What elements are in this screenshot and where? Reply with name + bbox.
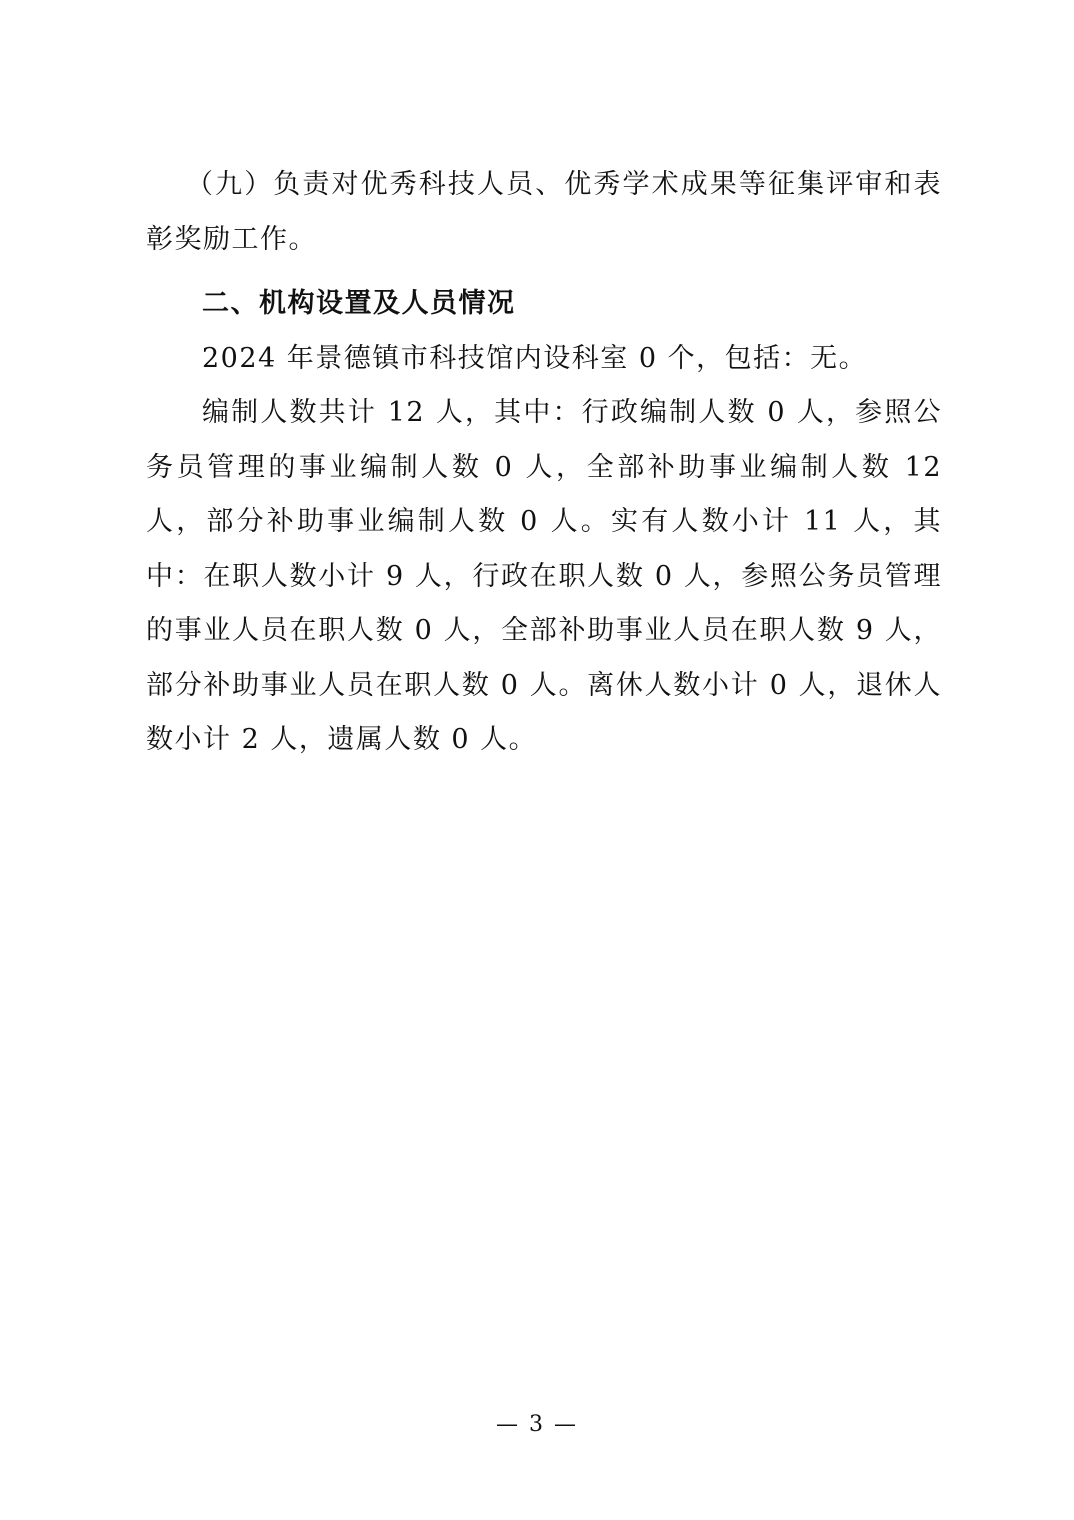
page-number: — 3 — [496, 1412, 578, 1437]
paragraph-duty-nine: （九）负责对优秀科技人员、优秀学术成果等征集评审和表彰奖励工作。 [146, 169, 942, 255]
section-heading: 二、机构设置及人员情况 [202, 288, 516, 319]
document-body [146, 158, 942, 768]
paragraph-staffing: 编制人数共计 12 人，其中：行政编制人数 0 人，参照公务员管理的事业编制人数 0 人，全部补助事业编制人数 12 人，部分补助事业编制人数 0 人。实有人数小计 11 人，其中：在职人数小计 9 人，行政在职人数 0 人，参照公务员管理的事业人员在职人数 0 人，全部补助事业人员在职人数 9 人，部分补助事业人员在职人数 0 人。离休人数小计 0 人，退休人数小计 2 人，遗属人数 0 人。 [146, 397, 942, 755]
paragraph-departments: 2024 年景德镇市科技馆内设科室 0 个，包括：无。 [202, 342, 868, 374]
